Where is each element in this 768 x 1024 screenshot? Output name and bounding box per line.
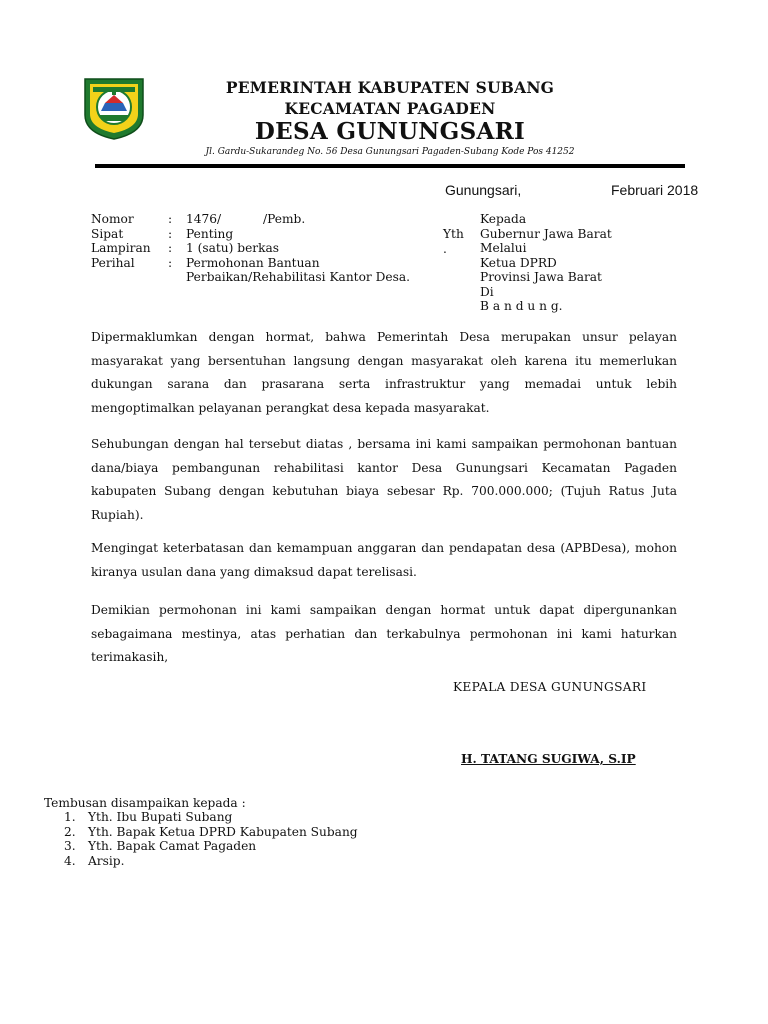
cc-item-number: 4. xyxy=(64,853,76,868)
signature-name: H. TATANG SUGIWA, S.IP xyxy=(461,752,636,766)
meta-value: 1 (satu) berkas xyxy=(186,241,280,255)
cc-item-text: Yth. Ibu Bupati Subang xyxy=(88,810,233,824)
meta-label: Sipat xyxy=(91,226,124,241)
recipient-yth: Yth xyxy=(443,227,464,241)
signature-title: KEPALA DESA GUNUNGSARI xyxy=(453,680,647,694)
meta-colon: : xyxy=(168,212,173,226)
cc-item-number: 2. xyxy=(64,824,76,839)
meta-value: Permohonan Bantuan xyxy=(186,255,320,270)
recipient-salutation xyxy=(443,227,464,256)
body-paragraph-2: Sehubungan dengan hal tersebut diatas , bersama ini kami sampaikan permohonan bantuan dana/biaya pembangunan rehabilitasi kantor Desa Gunungsari Kecamatan Pagaden kabupaten Subang dengan kebutuhan biaya sebesar Rp. 700.000.000; (Tujuh Ratus Juta Rupiah). xyxy=(91,437,677,522)
meta-label: Perihal xyxy=(91,255,135,270)
letterhead-address: Jl. Gardu-Sukarandeg No. 56 Desa Gunungsari Pagaden-Subang Kode Pos 41252 xyxy=(205,147,575,157)
subang-regency-emblem-icon xyxy=(79,75,149,141)
meta-value: 1476/ xyxy=(186,212,222,226)
body-paragraph-1: Dipermaklumkan dengan hormat, bahwa Pemerintah Desa merupakan unsur pelayan masyarakat yang bersentuhan langsung dengan masyarakat oleh karena itu memerlukan dukungan sarana dan prasarana serta infrastruktur yang memadai untuk lebih mengoptimalkan pelayanan perangkat desa kepada masyarakat. xyxy=(91,330,677,415)
cc-item-text: Yth. Bapak Camat Pagaden xyxy=(88,839,257,853)
meta-colon: : xyxy=(168,226,173,241)
cc-item-number: 1. xyxy=(64,810,76,824)
letterhead-government: PEMERINTAH KABUPATEN SUBANG xyxy=(225,78,555,97)
cc-item-text: Arsip. xyxy=(88,853,125,868)
body-paragraph-3: Mengingat keterbatasan dan kemampuan anggaran dan pendapatan desa (APBDesa), mohon kiranya usulan dana yang dimaksud dapat terelisasi. xyxy=(91,541,677,579)
letterhead-divider xyxy=(95,164,685,168)
recipient-line: Provinsi Jawa Barat xyxy=(480,270,602,284)
recipient-address xyxy=(480,212,612,314)
meta-colon: : xyxy=(168,241,173,255)
meta-label: Lampiran xyxy=(91,241,151,255)
body-paragraph-4: Demikian permohonan ini kami sampaikan dengan hormat untuk dapat dipergunankan sebagaimana mestinya, atas perhatian dan terkabulnya permohonan ini kami haturkan terimakasih, xyxy=(91,603,677,664)
recipient-line: Di xyxy=(480,284,494,299)
recipient-line: Kepada xyxy=(480,212,527,226)
cc-item-text: Yth. Bapak Ketua DPRD Kabupaten Subang xyxy=(88,824,358,839)
meta-value: Perbaikan/Rehabilitasi Kantor Desa. xyxy=(186,270,410,284)
meta-colon: : xyxy=(168,255,173,270)
cc-item-number: 3. xyxy=(64,839,76,853)
recipient-yth-dot: . xyxy=(443,241,447,256)
cc-title: Tembusan disampaikan kepada : xyxy=(44,796,246,810)
date-month-year: Februari 2018 xyxy=(611,182,699,198)
recipient-line: Gubernur Jawa Barat xyxy=(480,226,612,241)
meta-value-suffix: /Pemb. xyxy=(263,212,306,226)
meta-value: Penting xyxy=(186,226,234,241)
letterhead-village: DESA GUNUNGSARI xyxy=(254,118,526,145)
meta-label: Nomor xyxy=(91,212,134,226)
recipient-line: Ketua DPRD xyxy=(480,255,557,270)
date-place: Gunungsari, xyxy=(445,182,522,198)
recipient-city: B a n d u n g. xyxy=(480,299,563,313)
letterhead-district: KECAMATAN PAGADEN xyxy=(284,99,496,118)
recipient-line: Melalui xyxy=(480,241,527,255)
